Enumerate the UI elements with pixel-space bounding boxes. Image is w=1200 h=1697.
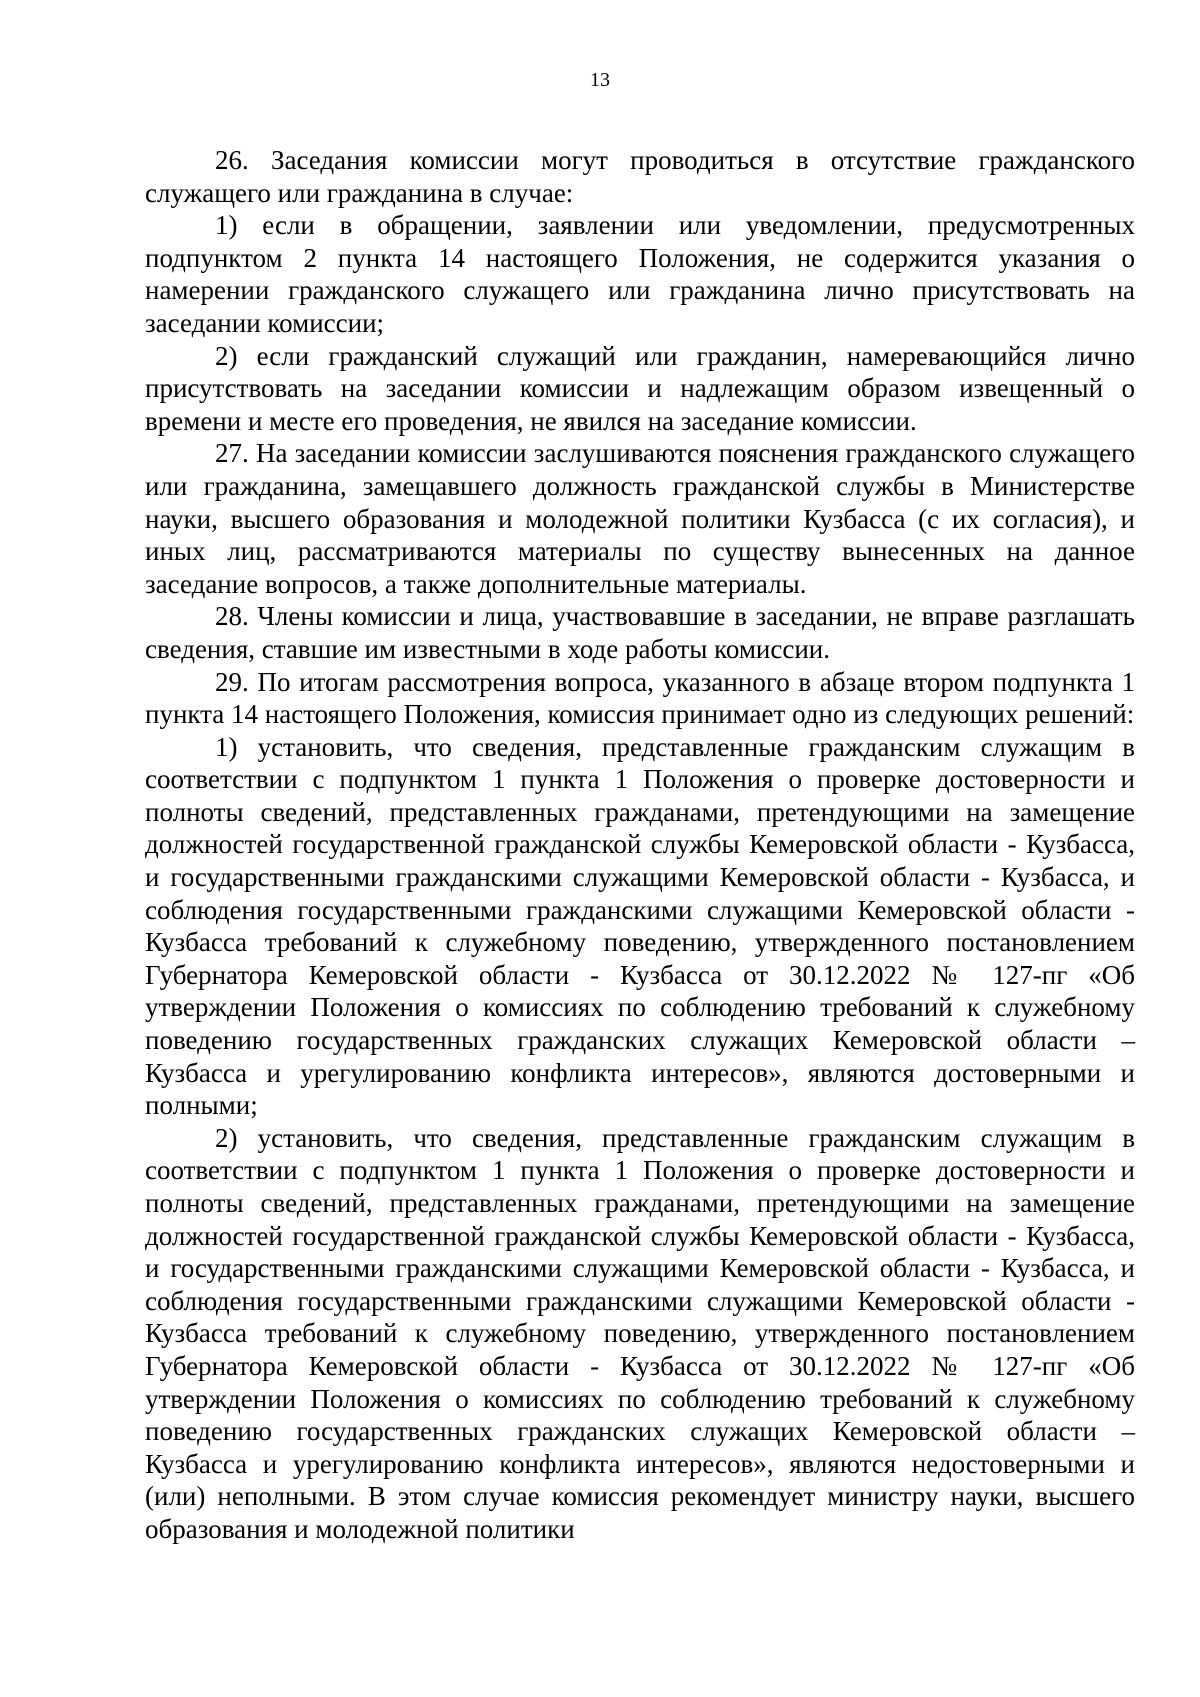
paragraph-27: 27. На заседании комиссии заслушиваются пояснения гражданского служащего или гражданина, замещавшего должность гражданской службы в Министерстве науки, высшего образования и молодежной политики Кузбасса (с их согласия), и иных лиц, рассматриваются материалы по существу вынесенных на данное заседание вопросов, а также дополнительные материалы. (145, 438, 1135, 599)
paragraph-29-item-2: 2) установить, что сведения, представленные гражданским служащим в соответствии с подпунктом 1 пункта 1 Положения о проверке достоверности и полноты сведений, представленных гражданами, претендующими на замещение должностей государственной гражданской службы Кемеровской области - Кузбасса, и государственными гражданскими служащими Кемеровской области - Кузбасса, и соблюдения государственными гражданскими служащими Кемеровской области - Кузбасса требований к служебному поведению, утвержденного постановлением Губернатора Кемеровской области - Кузбасса от 30.12.2022 № 127-пг «Об утверждении Положения о комиссиях по соблюдению требований к служебному поведению государственных гражданских служащих Кемеровской области – Кузбасса и урегулированию конфликта интересов», являются недостоверными и (или) неполными. В этом случае комиссия рекомендует министру науки, высшего образования и молодежной политики (145, 1122, 1135, 1544)
document-body (145, 144, 1135, 1546)
paragraph-29: 29. По итогам рассмотрения вопроса, указанного в абзаце втором подпункта 1 пункта 14 настоящего Положения, комиссия принимает одно из следующих решений: (145, 666, 1135, 730)
paragraph-29-item-1: 1) установить, что сведения, представленные гражданским служащим в соответствии с подпунктом 1 пункта 1 Положения о проверке достоверности и полноты сведений, представленных гражданами, претендующими на замещение должностей государственной гражданской службы Кемеровской области - Кузбасса, и государственными гражданскими служащими Кемеровской области - Кузбасса, и соблюдения государственными гражданскими служащими Кемеровской области - Кузбасса требований к служебному поведению, утвержденного постановлением Губернатора Кемеровской области - Кузбасса от 30.12.2022 № 127-пг «Об утверждении Положения о комиссиях по соблюдению требований к служебному поведению государственных гражданских служащих Кемеровской области – Кузбасса и урегулированию конфликта интересов», являются достоверными и полными; (145, 731, 1135, 1121)
paragraph-26: 26. Заседания комиссии могут проводиться в отсутствие гражданского служащего или гражданина в случае: (145, 145, 1135, 208)
paragraph-28: 28. Члены комиссии и лица, участвовавшие в заседании, не вправе разглашать сведения, ставшие им известными в ходе работы комиссии. (145, 601, 1135, 664)
paragraph-26-item-2: 2) если гражданский служащий или гражданин, намеревающийся лично присутствовать на заседании комиссии и надлежащим образом извещенный о времени и месте его проведения, не явился на заседание комиссии. (145, 340, 1135, 436)
page-number: 13 (590, 69, 610, 91)
paragraph-26-item-1: 1) если в обращении, заявлении или уведомлении, предусмотренных подпунктом 2 пункта 14 настоящего Положения, не содержится указания о намерении гражданского служащего или гражданина лично присутствовать на заседании комиссии; (145, 210, 1135, 338)
